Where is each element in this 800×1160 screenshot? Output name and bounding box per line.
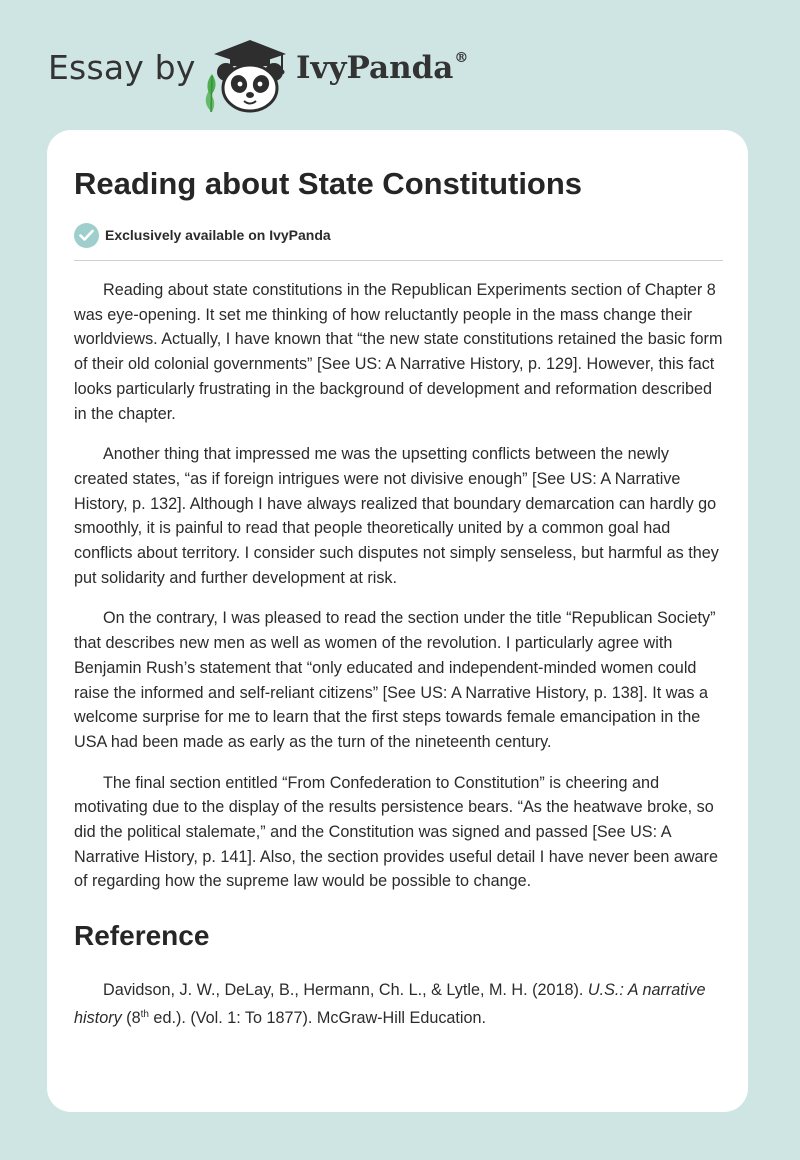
exclusive-text: Exclusively available on IvyPanda <box>105 227 331 243</box>
divider <box>74 260 723 261</box>
reference-heading: Reference <box>74 920 210 951</box>
brand-name[interactable]: IvyPanda® <box>296 50 469 86</box>
reference-edition-suffix: th <box>140 1008 149 1020</box>
reference-entry <box>74 978 724 1030</box>
reference-authors: Davidson, J. W., DeLay, B., Hermann, Ch. L., & Lytle, M. H. (2018). <box>103 981 588 999</box>
page-title: Reading about State Constitutions <box>74 166 583 201</box>
check-icon <box>74 223 99 248</box>
essay-card <box>47 130 748 1112</box>
reference-rest: ed.). (Vol. 1: To 1877). McGraw-Hill Education. <box>148 1008 487 1027</box>
registered-mark: ® <box>454 50 469 66</box>
brand-prefix: Essay by <box>48 48 196 87</box>
paragraph-2: Another thing that impressed me was the upsetting conflicts between the newly created states, “as if foreign intrigues were not divisive enough” [See US: A Narrative History, p. 132]. Although I have always realized that boundary demarcation can hardly go smoothly, it is painful to read that people theoretically united by a common goal had conflicts about territory. I consider such disputes not simply senseless, but harmful as they put solidarity and further development at risk. <box>74 445 719 587</box>
exclusive-badge <box>74 222 331 248</box>
paragraph-4: The final section entitled “From Confederation to Constitution” is cheering and motivating due to the display of the results persistence bears. “As the heatwave broke, so did the political stalemate,” and the Constitution was signed and passed [See US: A Narrative History, p. 141]. Also, the section provides useful detail I have never been aware of regarding how the supreme law would be possible to change. <box>74 773 718 891</box>
essay-body <box>74 278 724 910</box>
reference-book-title: U.S.: A narrative history <box>74 981 706 1027</box>
reference-edition: (8 <box>121 1008 141 1027</box>
ivypanda-logo-icon[interactable] <box>200 34 296 114</box>
site-header <box>48 28 748 118</box>
paragraph-3: On the contrary, I was pleased to read the section under the title “Republican Society” that describes new men as well as women of the revolution. I particularly agree with Benjamin Rush’s statement that “only educated and independent-minded women could raise the informed and self-reliant citizens” [See US: A Narrative History, p. 138]. It was a welcome surprise for me to learn that the first steps towards female emancipation in the USA had been made as early as the turn of the nineteenth century. <box>74 609 716 751</box>
paragraph-1: Reading about state constitutions in the Republican Experiments section of Chapter 8 was eye-opening. It set me thinking of how reluctantly people in the mass change their worldviews. Actually, I have known that “the new state constitutions retained the basic form of their old colonial governments” [See US: A Narrative History, p. 129]. However, this fact looks particularly frustrating in the background of development and reformation described in the chapter. <box>74 281 723 423</box>
